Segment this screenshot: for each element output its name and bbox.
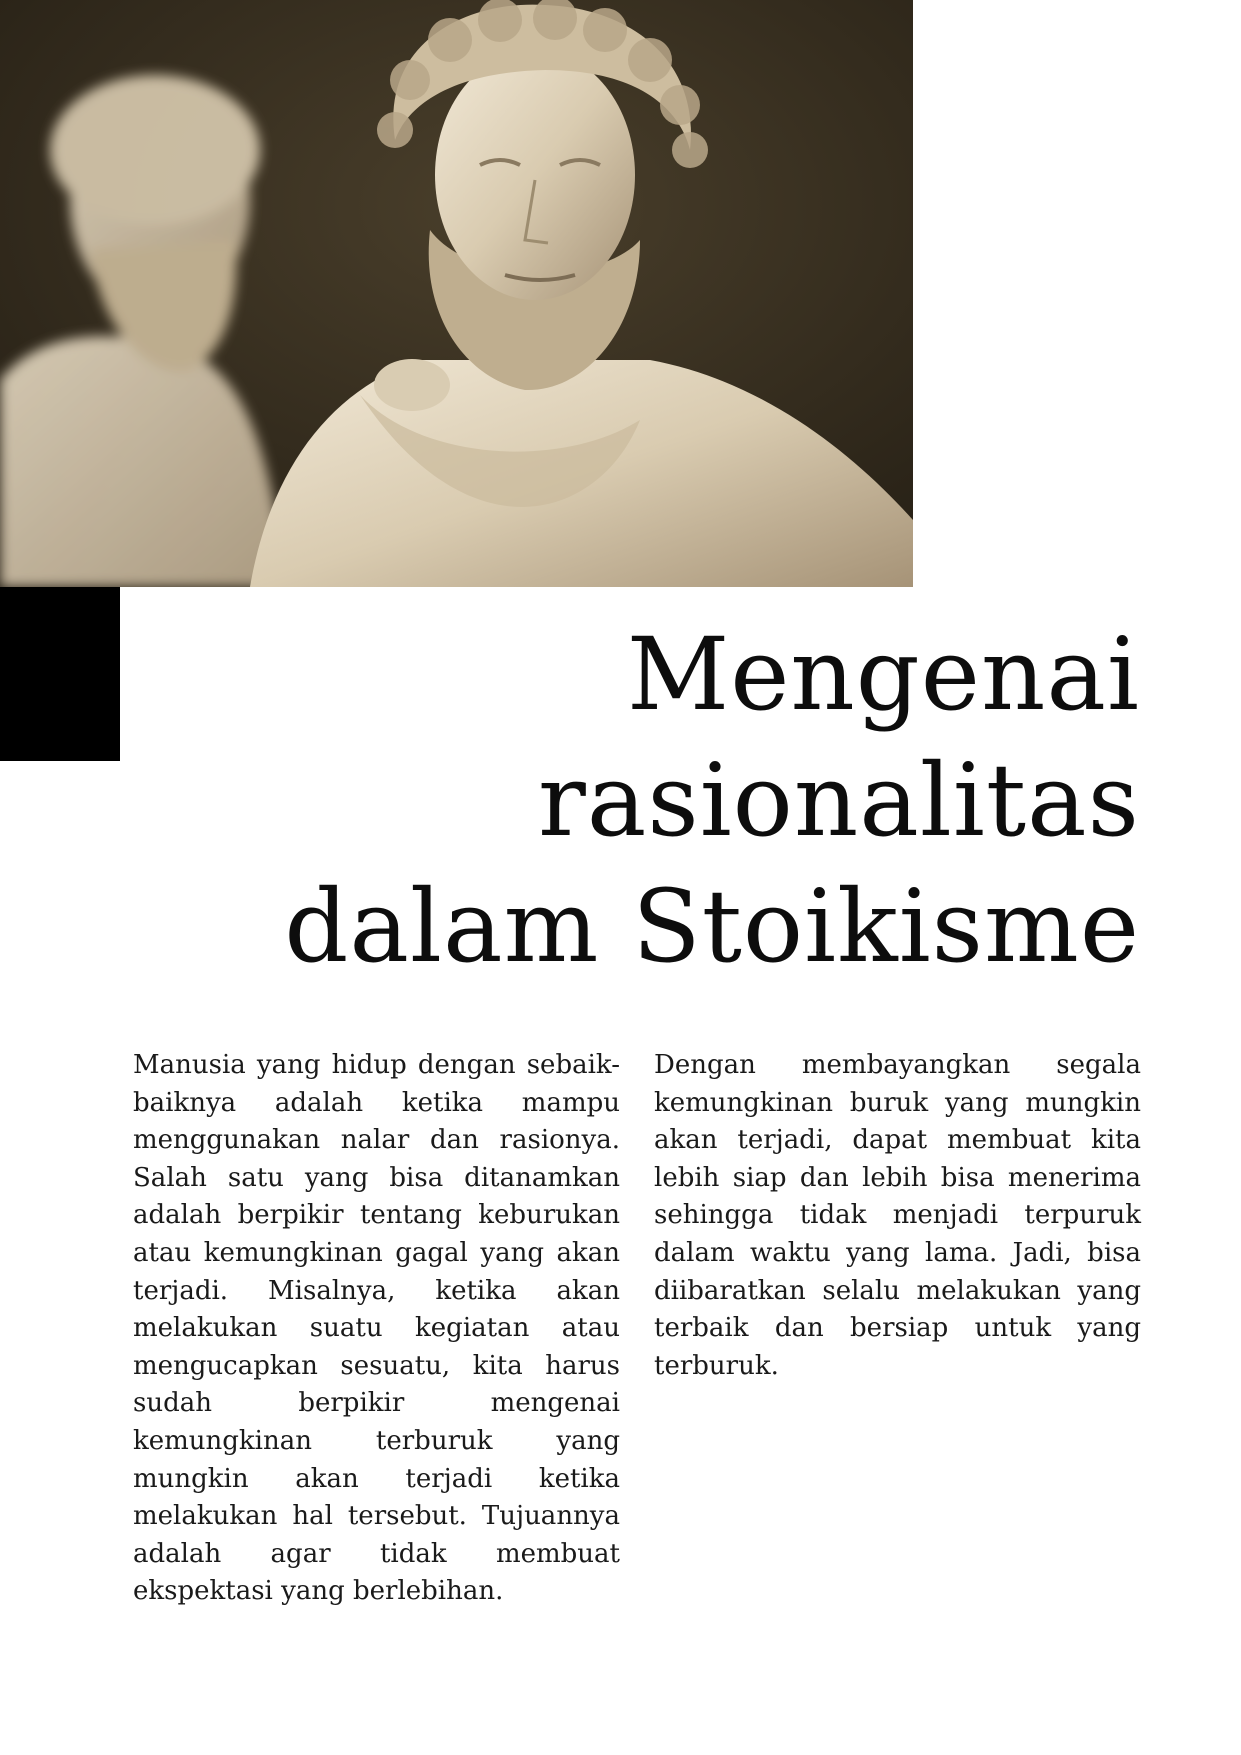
black-accent-block [0,587,120,761]
body-column-right: Dengan membayangkan segala kemungkinan buruk yang mungkin akan terjadi, dapat membuat kita lebih siap dan lebih bisa menerima sehingga tidak menjadi terpuruk dalam waktu yang lama. Jadi, bisa diibaratkan selalu melakukan yang terbaik dan bersiap untuk yang terburuk. [654,1050,1141,1381]
body-column-left: Manusia yang hidup dengan sebaik-baiknya adalah ketika mampu menggunakan nalar dan rasionya. Salah satu yang bisa ditanamkan adalah berpikir tentang keburukan atau kemungkinan gagal yang akan terjadi. Misalnya, ketika akan melakukan suatu kegiatan atau mengucapkan sesuatu, kita harus sudah berpikir mengenai kemungkinan terburuk yang mungkin akan terjadi ketika melakukan hal tersebut. Tujuannya adalah agar tidak membuat ekspektasi yang berlebihan. [133,1050,620,1607]
hero-photo [0,0,913,587]
page-title [280,612,1140,990]
title-line-3: dalam Stoikisme [284,868,1140,985]
title-line-2: rasionalitas [537,742,1140,859]
title-line-1: Mengenai [626,616,1140,733]
stoic-busts-illustration [0,0,913,587]
